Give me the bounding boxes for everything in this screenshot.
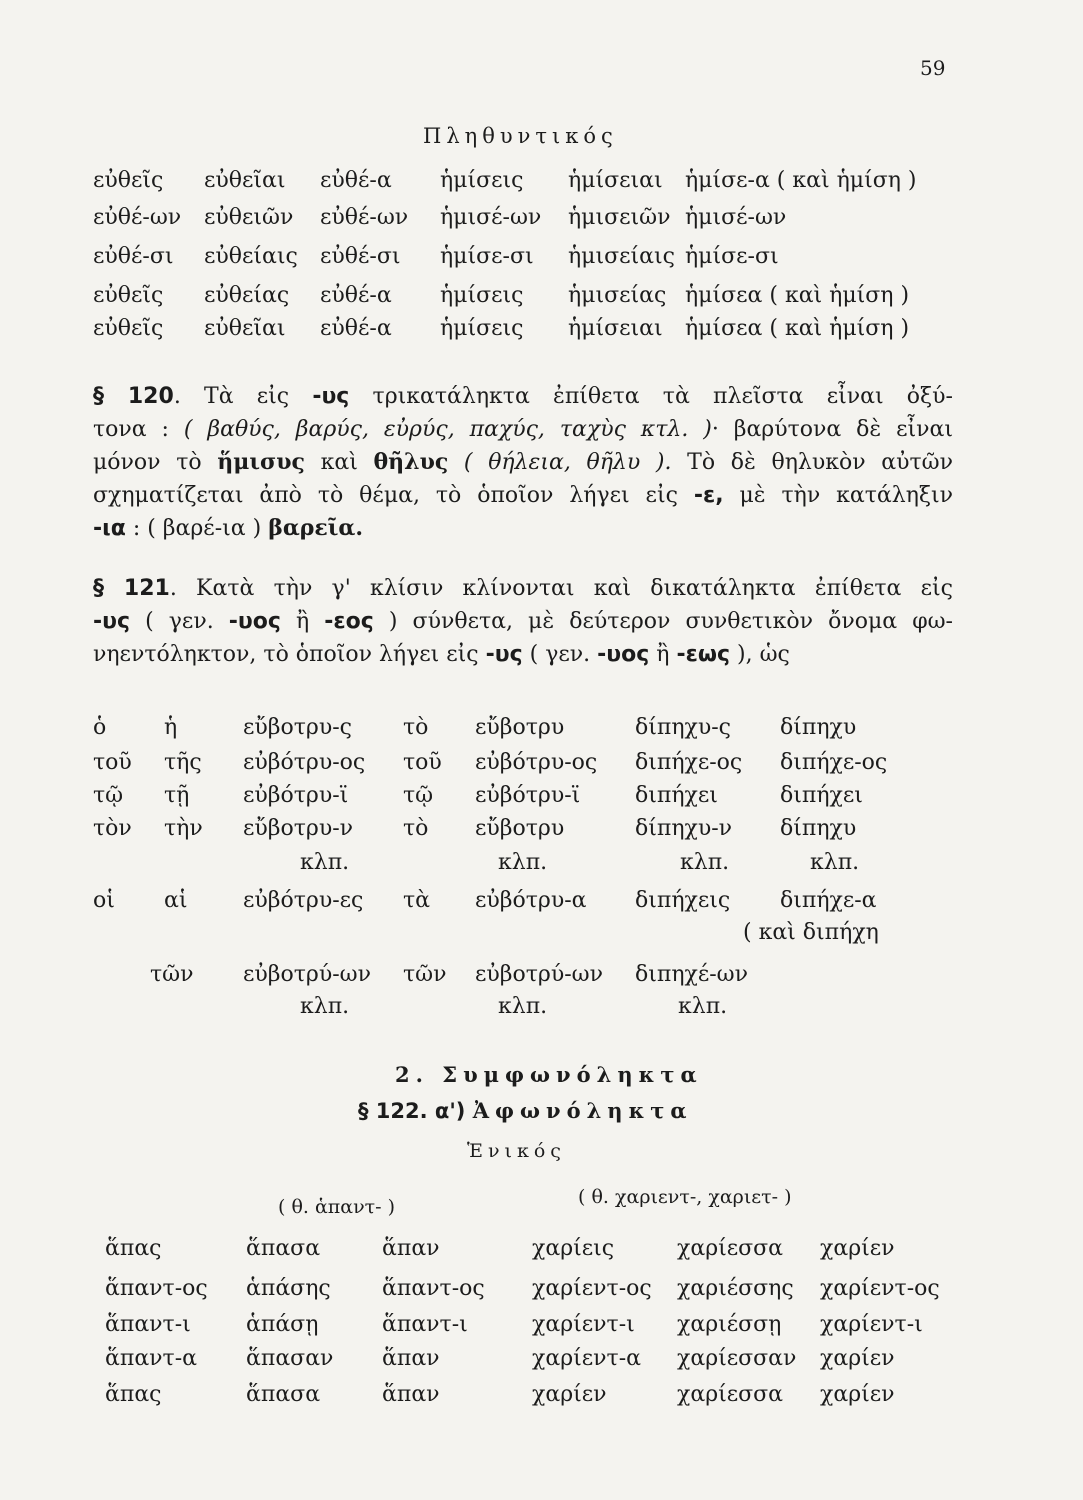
ending: -υος bbox=[228, 609, 281, 634]
table-row bbox=[0, 715, 1083, 745]
table-cell: διπήχει bbox=[635, 783, 718, 808]
table-cell: ἡμίσεις bbox=[440, 168, 524, 193]
text: . Τὰ εἰς bbox=[173, 384, 313, 409]
table-row bbox=[0, 888, 1083, 918]
section-number: § 122. α') bbox=[358, 1099, 473, 1123]
table-cell: κλπ. bbox=[498, 850, 548, 875]
table-cell: ἡ bbox=[164, 715, 178, 740]
table-cell: ἅπασαν bbox=[246, 1346, 334, 1371]
text: ( γεν. bbox=[522, 642, 598, 667]
table-cell: τῷ bbox=[403, 783, 434, 808]
table-cell: ἡμίσεις bbox=[440, 316, 524, 341]
table-cell: ἅπαντ-ος bbox=[382, 1276, 485, 1301]
table-cell: ( καὶ διπήχη bbox=[743, 920, 879, 945]
table-cell: ἁπάσης bbox=[246, 1276, 331, 1301]
paragraph-line bbox=[93, 638, 953, 671]
table-cell: ἡμισείας bbox=[568, 283, 667, 308]
table-cell: χαρίεν bbox=[820, 1346, 895, 1371]
ending: -εως bbox=[676, 642, 731, 667]
table-cell: εὐβότρυ-ϊ bbox=[243, 783, 349, 808]
paragraph-line bbox=[93, 512, 953, 545]
ending: -υς bbox=[485, 642, 523, 667]
table-cell: εὐβότρυ-ϊ bbox=[475, 783, 581, 808]
table-cell: ἡμίσεα ( καὶ ἡμίση ) bbox=[685, 283, 910, 308]
table-cell: εὐβότρυ-ος bbox=[475, 750, 598, 775]
table-cell: τῶν bbox=[403, 962, 447, 987]
table-cell: χαρίεσσα bbox=[677, 1382, 784, 1407]
table-row bbox=[0, 205, 1083, 235]
table-cell: δίπηχυ-ν bbox=[635, 816, 733, 841]
table-cell: χαριέσσῃ bbox=[677, 1312, 782, 1337]
ending: -εος bbox=[324, 609, 374, 634]
text: τονα : bbox=[93, 417, 184, 442]
table-cell: χαρίεντ-ι bbox=[820, 1312, 923, 1337]
table-cell: κλπ. bbox=[810, 850, 860, 875]
table-cell: τοῦ bbox=[93, 750, 132, 775]
section-heading-122 bbox=[358, 1098, 693, 1123]
table-cell: ἁπάσῃ bbox=[246, 1312, 319, 1337]
table-cell: κλπ. bbox=[300, 850, 350, 875]
table-row bbox=[0, 1346, 1083, 1376]
table-cell: εὐθεῖς bbox=[93, 168, 164, 193]
table-cell: εὐθέ-σι bbox=[93, 244, 174, 269]
table-cell: εὐβότρυ-ος bbox=[243, 750, 366, 775]
table-cell: ἅπας bbox=[105, 1236, 162, 1261]
table-cell: διπήχεις bbox=[635, 888, 731, 913]
subsection-title: Ἀφωνόληκτα bbox=[472, 1098, 693, 1123]
table-cell: εὐθέ-σι bbox=[320, 244, 401, 269]
term: θῆλυς bbox=[373, 449, 449, 475]
table-row bbox=[0, 850, 1083, 880]
text: καὶ bbox=[304, 450, 374, 475]
section-heading-symfonolikta: 2. Συμφωνόληκτα bbox=[395, 1062, 703, 1087]
table-cell: χαρίεντ-ος bbox=[820, 1276, 940, 1301]
table-row bbox=[0, 920, 1083, 950]
ending: -υς bbox=[312, 384, 350, 409]
table-cell: ἡμίσε-σι bbox=[685, 244, 779, 269]
table-cell: τὸ bbox=[403, 816, 429, 841]
text: : ( βαρέ-ια ) bbox=[125, 516, 269, 541]
table-cell: τὸν bbox=[93, 816, 132, 841]
table-cell: εὐθείαις bbox=[204, 244, 298, 269]
text: ) σύνθετα, μὲ δεύτερον συνθετικὸν ὄνομα φω- bbox=[373, 609, 953, 634]
table-cell: οἱ bbox=[93, 888, 115, 913]
table-cell: εὐθειῶν bbox=[204, 205, 294, 230]
table-cell: χαρίεν bbox=[532, 1382, 607, 1407]
table-row bbox=[0, 283, 1083, 313]
term: ἥμισυς bbox=[217, 449, 305, 475]
examples: ( θήλεια, θῆλυ ). bbox=[448, 450, 672, 475]
table-cell: εὐβοτρύ-ων bbox=[475, 962, 603, 987]
table-cell: ἅπαντ-ι bbox=[382, 1312, 468, 1337]
table-cell: ἡμισείαις bbox=[568, 244, 675, 269]
table-cell: τῆς bbox=[164, 750, 202, 775]
table-cell: ἡμισέ-ων bbox=[685, 205, 787, 230]
table-cell: εὐθείας bbox=[204, 283, 290, 308]
section-number: § 120 bbox=[93, 384, 174, 409]
table-cell: ἅπασα bbox=[246, 1236, 321, 1261]
table-cell: κλπ. bbox=[680, 850, 730, 875]
table-cell: ἅπαν bbox=[382, 1346, 440, 1371]
text: ἢ bbox=[649, 642, 677, 667]
table-cell: διπήχε-ος bbox=[780, 750, 888, 775]
paragraph-line bbox=[93, 446, 953, 479]
table-cell: διπήχε-ος bbox=[635, 750, 743, 775]
section-121-paragraph bbox=[93, 572, 953, 671]
plural-heading: Πληθυντικός bbox=[423, 124, 618, 148]
table-cell: τῶν bbox=[150, 962, 194, 987]
text: · βαρύτονα δὲ εἶναι bbox=[711, 417, 953, 442]
table-cell: δίπηχυ bbox=[780, 816, 857, 841]
table-cell: χαρίεντ-ος bbox=[532, 1276, 652, 1301]
term: βαρεῖα. bbox=[268, 515, 363, 541]
table-row bbox=[0, 1276, 1083, 1306]
table-cell: εὐθέ-α bbox=[320, 316, 392, 341]
table-row bbox=[0, 244, 1083, 274]
stem-label: ( θ. χαριεντ-, χαριετ- ) bbox=[578, 1186, 792, 1208]
text: Τὸ δὲ θηλυκὸν αὐτῶν bbox=[671, 450, 953, 475]
table-row bbox=[0, 783, 1083, 813]
table-row bbox=[0, 168, 1083, 198]
table-cell: τῷ bbox=[93, 783, 124, 808]
table-cell: ἅπαντ-ι bbox=[105, 1312, 191, 1337]
table-cell: εὐθεῖς bbox=[93, 283, 164, 308]
table-cell: τὰ bbox=[403, 888, 431, 913]
page-number: 59 bbox=[920, 56, 946, 80]
table-cell: ἡμίσειαι bbox=[568, 316, 663, 341]
table-cell: εὐθεῖαι bbox=[204, 168, 286, 193]
paragraph-line bbox=[93, 380, 953, 413]
table-cell: χαρίεσσαν bbox=[677, 1346, 797, 1371]
ending: -υος bbox=[597, 642, 650, 667]
table-cell: εὔβοτρυ-ν bbox=[243, 816, 354, 841]
table-cell: εὔβοτρυ bbox=[475, 816, 565, 841]
table-cell: τῇ bbox=[164, 783, 190, 808]
table-cell: διπήχε-α bbox=[780, 888, 877, 913]
table-row bbox=[0, 994, 1083, 1024]
table-cell: εὐβότρυ-ες bbox=[243, 888, 364, 913]
text: ), ὡς bbox=[730, 642, 790, 667]
table-row bbox=[0, 316, 1083, 346]
examples: ( βαθύς, βαρύς, εὐρύς, παχύς, ταχὺς κτλ. ) bbox=[183, 417, 712, 442]
table-cell: ἅπαν bbox=[382, 1382, 440, 1407]
text: . Κατὰ τὴν γ' κλίσιν κλίνονται καὶ δικατάληκτα ἐπίθετα εἰς bbox=[169, 576, 953, 601]
table-cell: ἅπαντ-ος bbox=[105, 1276, 208, 1301]
table-cell: εὐθέ-α bbox=[320, 283, 392, 308]
table-cell: τοῦ bbox=[403, 750, 442, 775]
paragraph-line bbox=[93, 479, 953, 512]
text: νηεντόληκτον, τὸ ὁποῖον λήγει εἰς bbox=[93, 642, 486, 667]
paragraph-line bbox=[93, 605, 953, 638]
table-cell: διπηχέ-ων bbox=[635, 962, 748, 987]
table-cell: ἡμισέ-ων bbox=[440, 205, 542, 230]
table-cell: χαριέσσης bbox=[677, 1276, 794, 1301]
table-cell: δίπηχυ-ς bbox=[635, 715, 731, 740]
table-cell: εὔβοτρυ bbox=[475, 715, 565, 740]
table-cell: εὐβοτρύ-ων bbox=[243, 962, 371, 987]
paragraph-line bbox=[93, 572, 953, 605]
table-cell: ἅπαν bbox=[382, 1236, 440, 1261]
paragraph-line bbox=[93, 413, 953, 446]
table-cell: ἡμίσειαι bbox=[568, 168, 663, 193]
table-cell: τὴν bbox=[164, 816, 203, 841]
table-cell: ὁ bbox=[93, 715, 107, 740]
table-cell: κλπ. bbox=[498, 994, 548, 1019]
table-cell: εὐβότρυ-α bbox=[475, 888, 587, 913]
table-cell: δίπηχυ bbox=[780, 715, 857, 740]
text: μὲ τὴν κατάληξιν bbox=[723, 483, 954, 508]
table-cell: ἡμίσεις bbox=[440, 283, 524, 308]
table-row bbox=[0, 1236, 1083, 1266]
text: σχηματίζεται ἀπὸ τὸ θέμα, τὸ ὁποῖον λήγει εἰς bbox=[93, 483, 694, 508]
text: ( γεν. bbox=[130, 609, 229, 634]
ending: -ε, bbox=[693, 483, 724, 508]
table-cell: εὐθέ-α bbox=[320, 168, 392, 193]
table-cell: εὐθέ-ων bbox=[93, 205, 182, 230]
stem-label: ( θ. ἁπαντ- ) bbox=[278, 1196, 396, 1218]
table-cell: χαρίεν bbox=[820, 1236, 895, 1261]
text: μόνον τὸ bbox=[93, 450, 218, 475]
table-cell: ἡμίσε-α ( καὶ ἡμίση ) bbox=[685, 168, 917, 193]
table-cell: ἅπαντ-α bbox=[105, 1346, 198, 1371]
table-cell: εὔβοτρυ-ς bbox=[243, 715, 352, 740]
table-row bbox=[0, 1312, 1083, 1342]
table-cell: ἡμισειῶν bbox=[568, 205, 671, 230]
table-cell: κλπ. bbox=[300, 994, 350, 1019]
table-cell: εὐθεῖς bbox=[93, 316, 164, 341]
ending: -ια bbox=[93, 516, 126, 541]
table-row bbox=[0, 1382, 1083, 1412]
table-cell: κλπ. bbox=[678, 994, 728, 1019]
table-cell: ἡμίσε-σι bbox=[440, 244, 534, 269]
table-cell: χαρίεντ-ι bbox=[532, 1312, 635, 1337]
table-cell: χαρίεις bbox=[532, 1236, 615, 1261]
table-cell: ἅπας bbox=[105, 1382, 162, 1407]
section-number: § 121 bbox=[93, 576, 170, 601]
section-120-paragraph bbox=[93, 380, 953, 545]
table-row bbox=[0, 750, 1083, 780]
table-row bbox=[0, 962, 1083, 992]
text: ἢ bbox=[280, 609, 325, 634]
table-cell: ἅπασα bbox=[246, 1382, 321, 1407]
singular-heading: Ἑνικός bbox=[467, 1140, 566, 1162]
table-row bbox=[0, 816, 1083, 846]
table-cell: διπήχει bbox=[780, 783, 863, 808]
ending: -υς bbox=[93, 609, 131, 634]
table-cell: ἡμίσεα ( καὶ ἡμίση ) bbox=[685, 316, 910, 341]
table-cell: εὐθέ-ων bbox=[320, 205, 409, 230]
table-cell: χαρίεν bbox=[820, 1382, 895, 1407]
table-cell: εὐθεῖαι bbox=[204, 316, 286, 341]
table-cell: χαρίεσσα bbox=[677, 1236, 784, 1261]
table-cell: τὸ bbox=[403, 715, 429, 740]
table-cell: αἱ bbox=[164, 888, 188, 913]
table-cell: χαρίεντ-α bbox=[532, 1346, 641, 1371]
text: τρικατάληκτα ἐπίθετα τὰ πλεῖστα εἶναι ὀξύ- bbox=[349, 384, 953, 409]
